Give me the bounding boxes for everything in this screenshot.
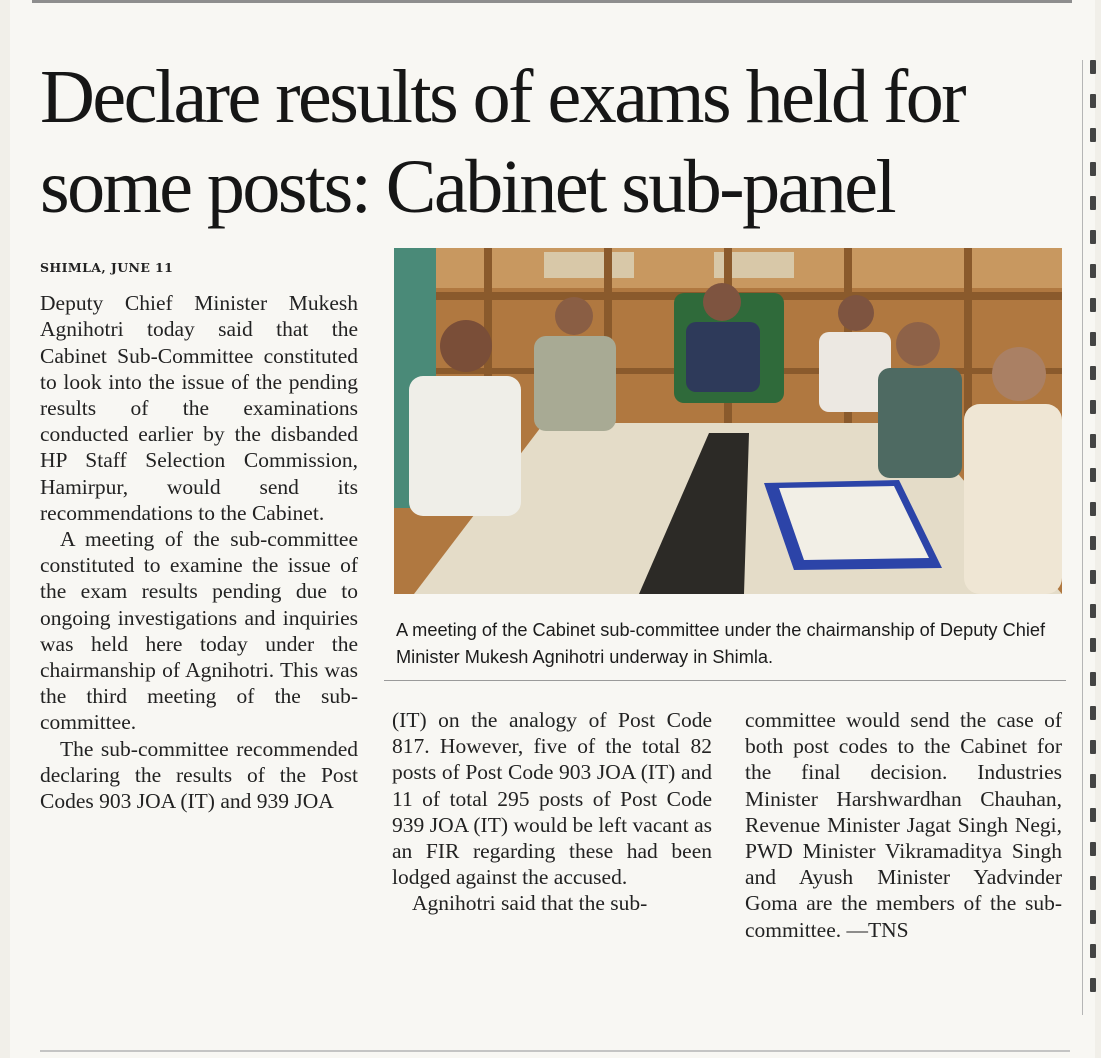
paragraph-4: (IT) on the analogy of Post Code 817. However, five of the total 82 posts of Post Code 903 JOA (IT) and 11 of total 295 posts of Post Code 939 JOA (IT) would be left vacant as an FIR regarding these had been lodged against the accused. [392, 708, 712, 890]
column-1 [40, 255, 358, 814]
meeting-photo [394, 248, 1062, 594]
top-rule [32, 0, 1072, 3]
column-divider [1082, 60, 1083, 1015]
paragraph-2: A meeting of the sub-committee constituted to examine the issue of the exam results pending due to ongoing investigations and inquiries was held here today under the chairmanship of Agnihotri. This was the third meeting of the sub-committee. [40, 527, 358, 735]
photo-caption: A meeting of the Cabinet sub-committee under the chairmanship of Deputy Chief Minister Mukesh Agnihotri underway in Shimla. [396, 620, 1046, 667]
bottom-rule [40, 1050, 1070, 1052]
paragraph-1: Deputy Chief Minister Mukesh Agnihotri today said that the Cabinet Sub-Committee constituted to look into the issue of the pending results of the examinations conducted earlier by the disbanded HP Staff Selection Commission, Hamirpur, would send its recommendations to the Cabinet. [40, 291, 358, 525]
column-2 [392, 707, 712, 917]
headline: Declare results of exams held for some posts: Cabinet sub-panel [40, 55, 965, 229]
paragraph-6: committee would send the case of both post codes to the Cabinet for the final decision. Industries Minister Harshwardhan Chauhan, Revenue Minister Jagat Singh Negi, PWD Minister Vikramaditya Singh and Ayush Minister Yadvinder Goma are the members of the sub-committee. —TNS [745, 708, 1062, 942]
paragraph-5: Agnihotri said that the sub- [412, 891, 648, 916]
caption-rule [384, 680, 1066, 681]
dateline: SHIMLA, JUNE 11 [40, 260, 174, 275]
column-3 [745, 707, 1062, 943]
adjacent-article-edge [1090, 60, 1101, 1020]
paragraph-3: The sub-committee recommended declaring the results of the Post Codes 903 JOA (IT) and 939 JOA [40, 736, 358, 814]
